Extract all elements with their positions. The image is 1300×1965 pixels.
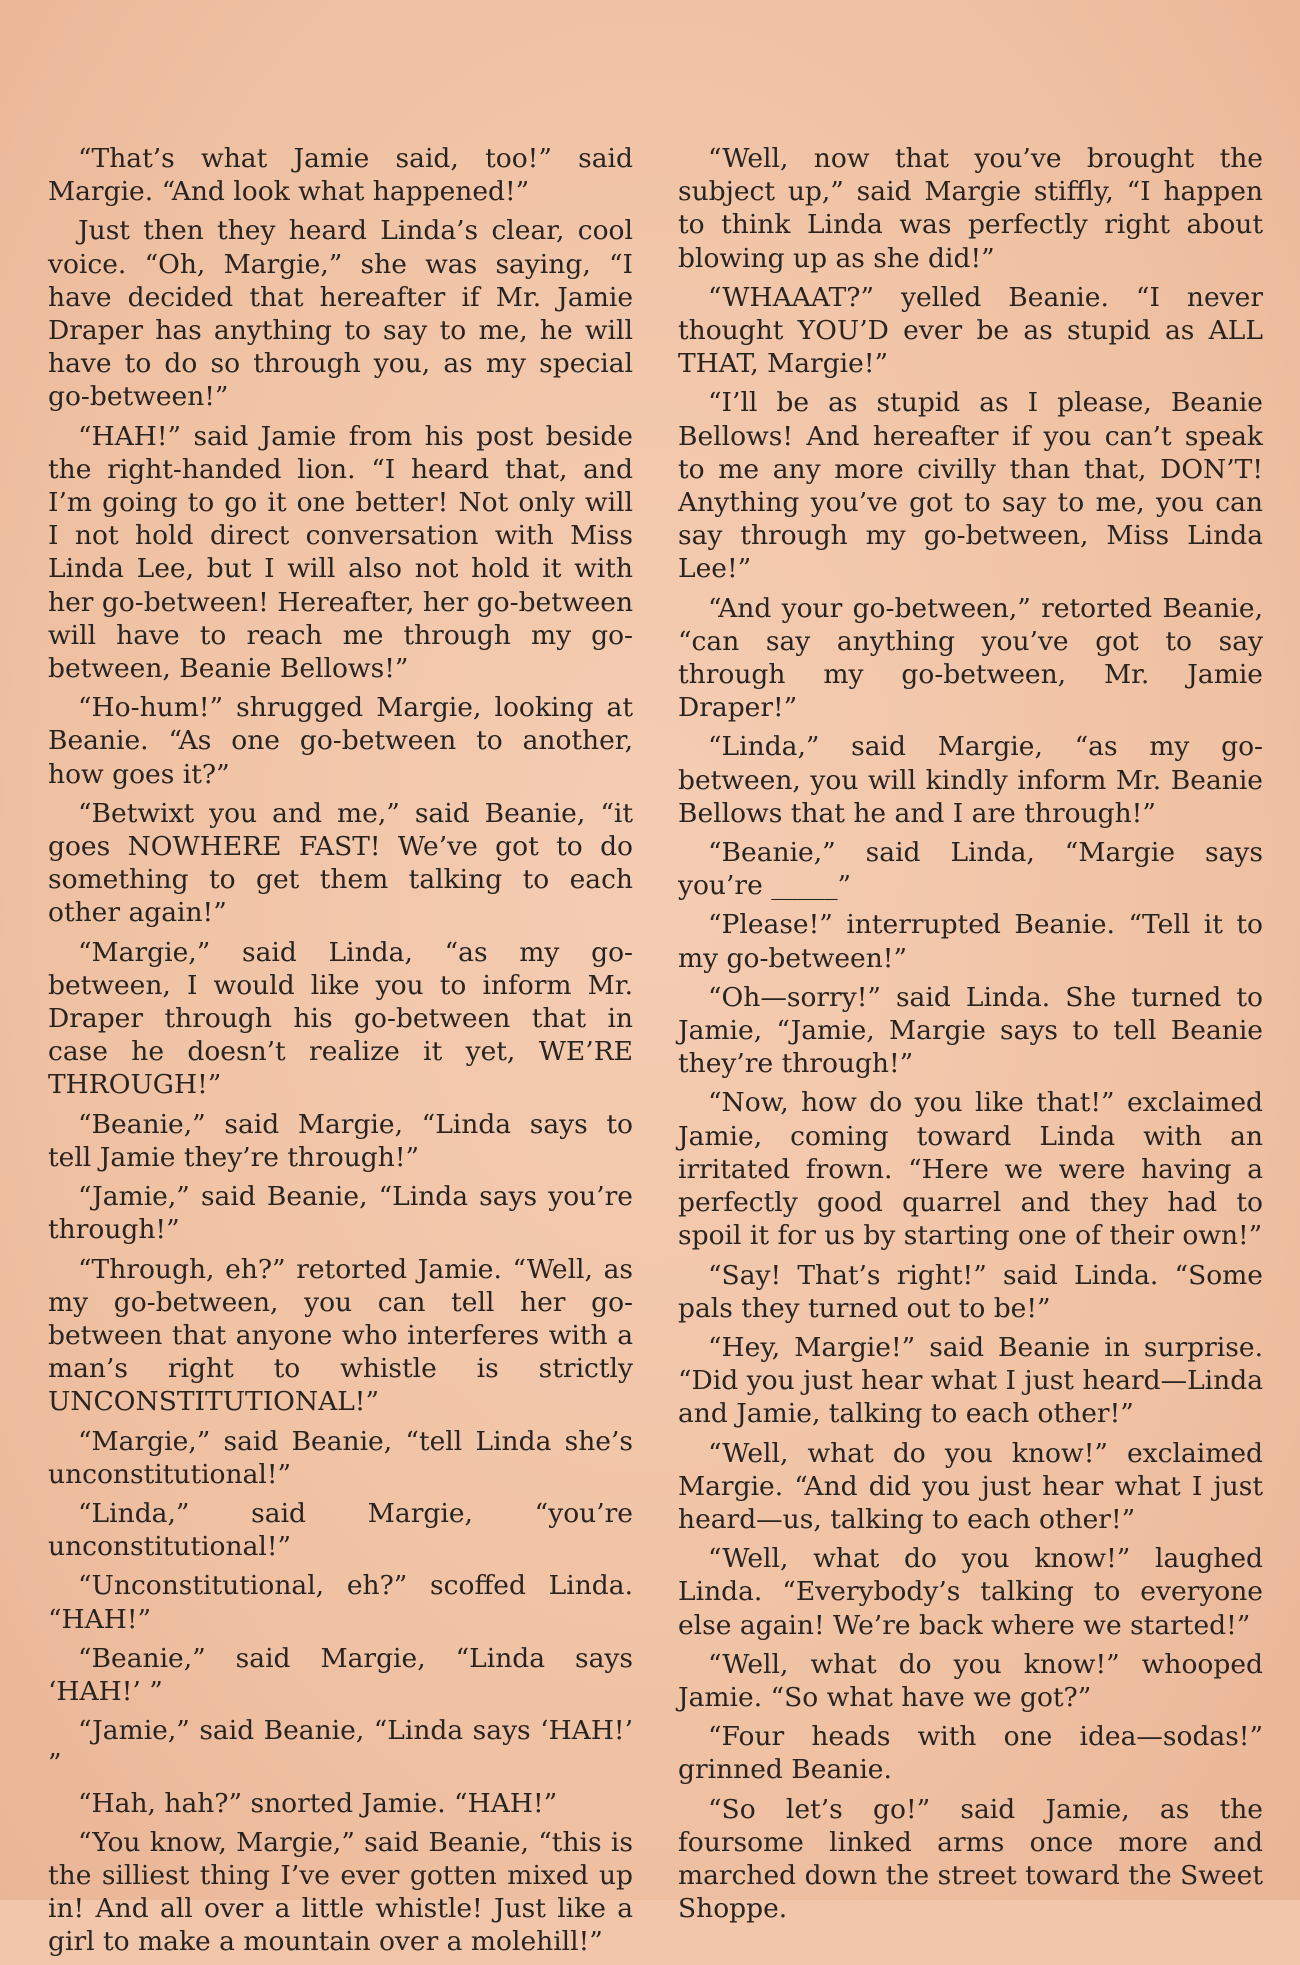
paragraph: “Hah, hah?” snorted Jamie. “HAH!” xyxy=(78,1787,558,1819)
paragraph: “Margie,” said Linda, “as my go-between, I would like you to inform Mr. Draper through his go-between that in case he doesn’t realize it yet, WE’RE THROUGH!” xyxy=(48,936,633,1101)
paragraph: “And your go-between,” retorted Beanie, “can say anything you’ve got to say through my go-between, Mr. Jamie Draper!” xyxy=(678,592,1263,724)
paragraph: “Oh—sorry!” said Linda. She turned to Jamie, “Jamie, Margie says to tell Beanie they’re through!” xyxy=(678,981,1263,1080)
paragraph: “I’ll be as stupid as I please, Beanie Bellows! And hereafter if you can’t speak to me any more civilly than that, DON’T! Anything you’ve got to say to me, you can say through my go-between, Miss Linda Lee!” xyxy=(678,387,1263,585)
paragraph: “Hey, Margie!” said Beanie in surprise. “Did you just hear what I just heard—Linda and Jamie, talking to each other!” xyxy=(678,1331,1263,1430)
paragraph: “Through, eh?” retorted Jamie. “Well, as my go-between, you can tell her go-between that anyone who interferes with a man’s right to whistle is strictly UNCONSTITUTIONAL!” xyxy=(48,1253,633,1418)
paragraph: “Margie,” said Beanie, “tell Linda she’s unconstitutional!” xyxy=(48,1425,633,1490)
paragraph: “That’s what Jamie said, too!” said Margie. “And look what happened!” xyxy=(48,143,633,208)
paragraph: “Linda,” said Margie, “you’re unconstitutional!” xyxy=(48,1497,633,1563)
paragraph: “Well, what do you know!” exclaimed Margie. “And did you just hear what I just heard—us, talking to each other!” xyxy=(678,1437,1263,1535)
paragraph: “Well, what do you know!” laughed Linda. “Everybody’s talking to everyone else again! We’re back where we started!” xyxy=(678,1543,1263,1641)
right-text-column xyxy=(678,142,1263,1931)
paragraph: “Now, how do you like that!” exclaimed Jamie, coming toward Linda with an irritated frown. “Here we were having a perfectly good quarrel and they had to spoil it for us by starting one of their own!” xyxy=(678,1087,1263,1252)
paragraph: “Please!” interrupted Beanie. “Tell it to my go-between!” xyxy=(678,909,1263,974)
paragraph: “Beanie,” said Margie, “Linda says to tell Jamie they’re through!” xyxy=(48,1108,633,1173)
paragraph: “Betwixt you and me,” said Beanie, “it goes NOWHERE FAST! We’ve got to do something to get them talking to each other again!” xyxy=(48,797,633,929)
paragraph: “Beanie,” said Linda, “Margie says you’re _____” xyxy=(678,837,1263,902)
paragraph: “Ho-hum!” shrugged Margie, looking at Beanie. “As one go-between to another, how goes it?” xyxy=(48,692,633,790)
paragraph: “Well, what do you know!” whooped Jamie. “So what have we got?” xyxy=(678,1648,1263,1713)
paragraph: “Jamie,” said Beanie, “Linda says ‘HAH!’ ” xyxy=(48,1715,633,1780)
paragraph: “Unconstitutional, eh?” scoffed Linda. “HAH!” xyxy=(48,1570,633,1635)
paragraph: Just then they heard Linda’s clear, cool voice. “Oh, Margie,” she was saying, “I have decided that hereafter if Mr. Jamie Draper has anything to say to me, he will have to do so through you, as my special go-between!” xyxy=(48,215,633,413)
paragraph: “Say! That’s right!” said Linda. “Some pals they turned out to be!” xyxy=(678,1259,1263,1324)
paragraph: “Jamie,” said Beanie, “Linda says you’re through!” xyxy=(48,1181,633,1246)
paragraph: “You know, Margie,” said Beanie, “this is the silliest thing I’ve ever gotten mixed up in! And all over a little whistle! Just like a girl to make a mountain over a molehill!” xyxy=(48,1826,633,1958)
paragraph: “WHAAAT?” yelled Beanie. “I never thought YOU’D ever be as stupid as ALL THAT, Margie!” xyxy=(678,281,1263,380)
paragraph: “So let’s go!” said Jamie, as the foursome linked arms once more and marched down the street toward the Sweet Shoppe. xyxy=(678,1793,1263,1925)
paragraph: “Beanie,” said Margie, “Linda says ‘HAH!’ ” xyxy=(48,1642,633,1707)
paragraph: “HAH!” said Jamie from his post beside the right-handed lion. “I heard that, and I’m going to go it one better! Not only will I not hold direct conversation with Miss Linda Lee, but I will also not hold it with her go-between! Hereafter, her go-between will have to reach me through my go-between, Beanie Bellows!” xyxy=(48,420,634,685)
left-text-column xyxy=(48,142,633,1965)
paragraph: “Four heads with one idea—sodas!” grinned Beanie. xyxy=(678,1721,1263,1786)
paragraph: “Well, now that you’ve brought the subject up,” said Margie stiffly, “I happen to think Linda was perfectly right about blowing up as she did!” xyxy=(678,143,1263,274)
paragraph: “Linda,” said Margie, “as my go-between, you will kindly inform Mr. Beanie Bellows that he and I are through!” xyxy=(678,731,1263,829)
